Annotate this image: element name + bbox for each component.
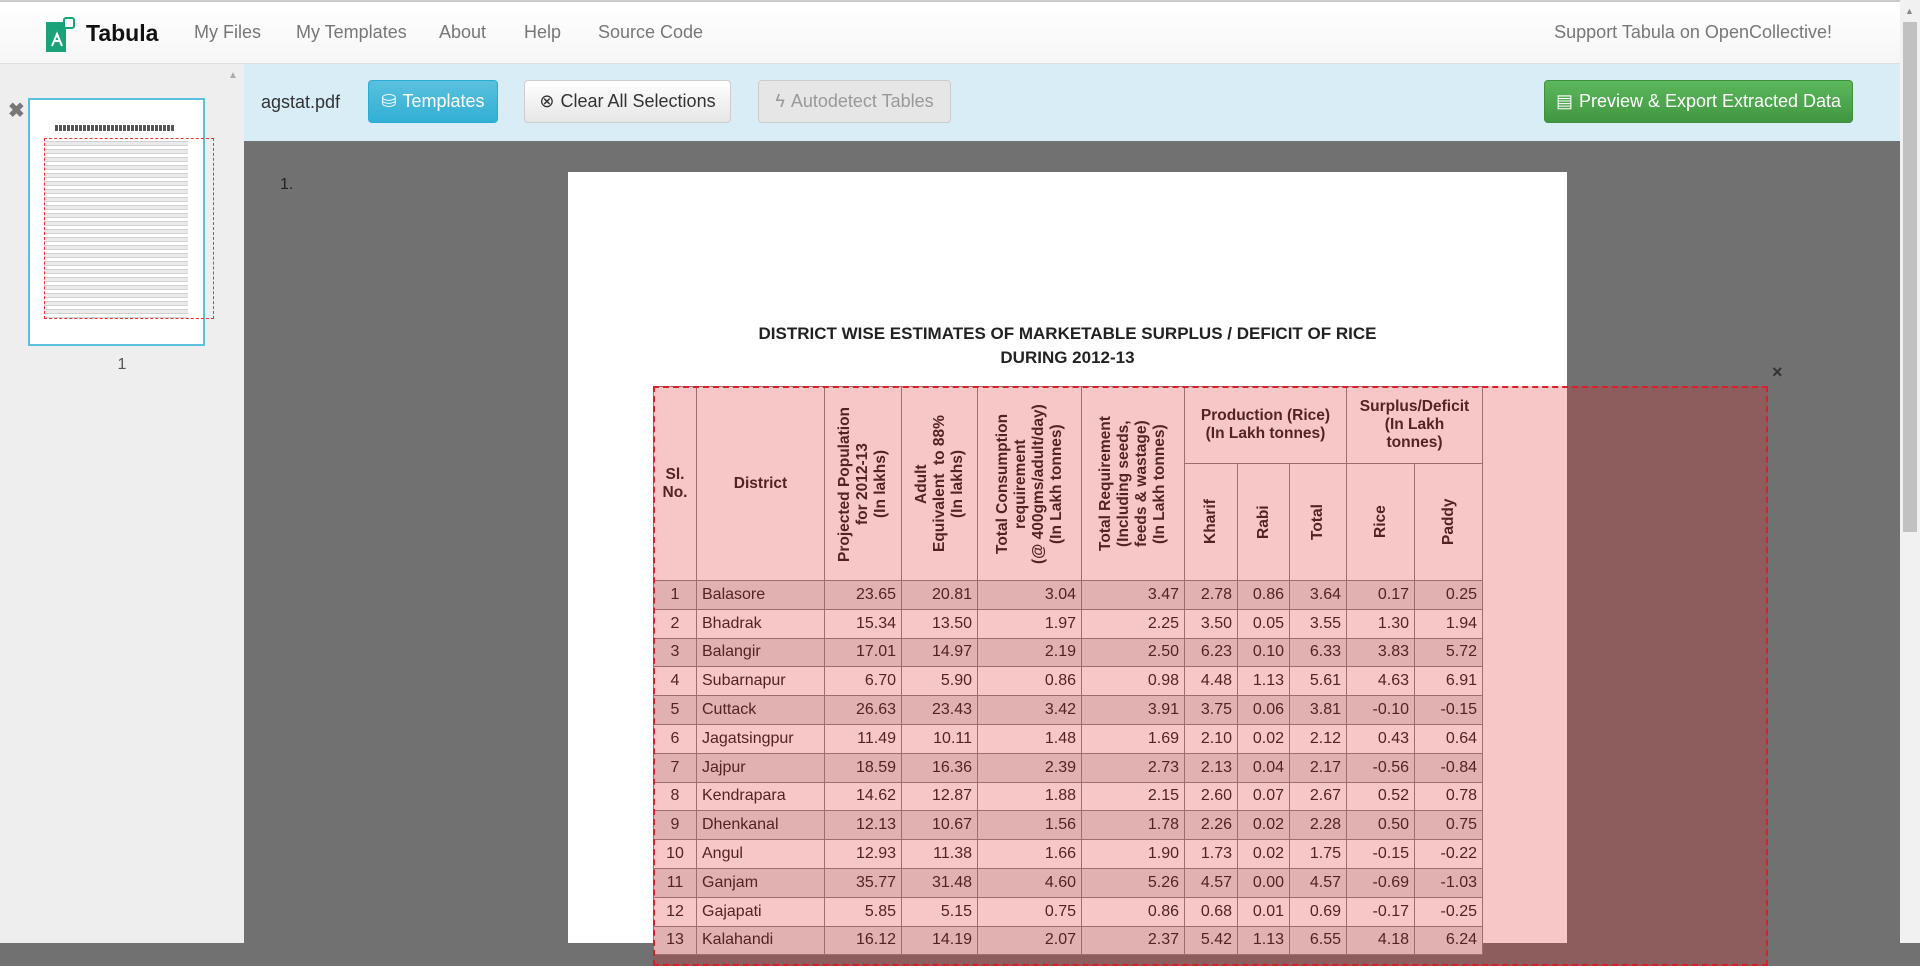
table-cell: 12.13: [825, 811, 902, 840]
table-cell: 6.55: [1290, 926, 1347, 955]
table-cell: 18.59: [825, 753, 902, 782]
list-icon: ▤: [1555, 91, 1573, 111]
table-cell: 0.17: [1347, 581, 1415, 610]
table-cell: 17.01: [825, 638, 902, 667]
table-cell: 1.13: [1238, 926, 1290, 955]
header-paddy: Paddy: [1415, 464, 1483, 581]
header-surplus: Surplus/Deficit (In Lakh tonnes): [1347, 387, 1483, 464]
table-cell: 0.50: [1347, 811, 1415, 840]
table-cell: Bhadrak: [697, 609, 825, 638]
table-cell: 4.57: [1185, 868, 1238, 897]
table-cell: Kendrapara: [697, 782, 825, 811]
templates-label: Templates: [402, 91, 485, 111]
table-cell: 13: [654, 926, 697, 955]
table-cell: 23.43: [902, 696, 978, 725]
table-cell: 0.69: [1290, 897, 1347, 926]
table-cell: 7: [654, 753, 697, 782]
table-cell: 2.07: [978, 926, 1082, 955]
table-cell: 5.15: [902, 897, 978, 926]
title-line-2: DURING 2012-13: [1000, 348, 1135, 367]
table-cell: 0.75: [1415, 811, 1483, 840]
table-cell: 0.02: [1238, 811, 1290, 840]
table-cell: 2.28: [1290, 811, 1347, 840]
sidebar: [0, 64, 244, 943]
table-cell: Gajapati: [697, 897, 825, 926]
lightning-icon: ϟ: [775, 91, 785, 111]
table-cell: 2.15: [1082, 782, 1185, 811]
tabula-logo-icon[interactable]: [46, 16, 76, 52]
table-cell: 6.23: [1185, 638, 1238, 667]
table-cell: 2.13: [1185, 753, 1238, 782]
scrollbar-thumb[interactable]: [1903, 22, 1917, 532]
table-cell: 14.19: [902, 926, 978, 955]
nav-my-files[interactable]: My Files: [194, 22, 261, 42]
table-cell: 2.39: [978, 753, 1082, 782]
table-cell: 20.81: [902, 581, 978, 610]
table-cell: 23.65: [825, 581, 902, 610]
table-cell: 1.73: [1185, 840, 1238, 869]
table-cell: 1.88: [978, 782, 1082, 811]
header-production: Production (Rice) (In Lakh tonnes): [1185, 387, 1347, 464]
table-cell: 3.42: [978, 696, 1082, 725]
table-cell: 11: [654, 868, 697, 897]
table-cell: 4.48: [1185, 667, 1238, 696]
table-cell: 2.60: [1185, 782, 1238, 811]
table-cell: 9: [654, 811, 697, 840]
table-cell: 5.42: [1185, 926, 1238, 955]
table-cell: 0.25: [1415, 581, 1483, 610]
page-thumbnail[interactable]: [28, 98, 205, 346]
table-cell: 12.87: [902, 782, 978, 811]
preview-label: Preview & Export Extracted Data: [1578, 91, 1842, 111]
table-cell: 0.64: [1415, 724, 1483, 753]
document-title: [568, 322, 1567, 370]
table-cell: 6.70: [825, 667, 902, 696]
table-cell: 1.97: [978, 609, 1082, 638]
table-cell: 5.85: [825, 897, 902, 926]
page-label: 1.: [280, 176, 294, 193]
table-cell: 3.55: [1290, 609, 1347, 638]
clear-selections-button[interactable]: [524, 80, 731, 123]
table-cell: Jagatsingpur: [697, 724, 825, 753]
support-link[interactable]: Support Tabula on OpenCollective!: [1554, 22, 1832, 42]
table-cell: 3.91: [1082, 696, 1185, 725]
table-cell: 0.68: [1185, 897, 1238, 926]
table-cell: -0.25: [1415, 897, 1483, 926]
table-cell: 6.91: [1415, 667, 1483, 696]
table-cell: 4.18: [1347, 926, 1415, 955]
header-population: Projected Population for 2012-13 (In lakhs): [825, 387, 902, 581]
table-cell: 6.24: [1415, 926, 1483, 955]
table-cell: 10: [654, 840, 697, 869]
table-cell: 0.06: [1238, 696, 1290, 725]
templates-button[interactable]: [368, 80, 498, 123]
template-icon: ⛁: [381, 91, 397, 111]
table-cell: 15.34: [825, 609, 902, 638]
table-cell: -0.22: [1415, 840, 1483, 869]
table-cell: 0.43: [1347, 724, 1415, 753]
table-cell: -0.17: [1347, 897, 1415, 926]
table-cell: -0.15: [1347, 840, 1415, 869]
table-cell: 11.49: [825, 724, 902, 753]
table-cell: 5.72: [1415, 638, 1483, 667]
table-cell: 3.04: [978, 581, 1082, 610]
table-cell: 12: [654, 897, 697, 926]
table-cell: 1.56: [978, 811, 1082, 840]
table-cell: 6.33: [1290, 638, 1347, 667]
table-cell: 0.02: [1238, 724, 1290, 753]
table-cell: 1: [654, 581, 697, 610]
table-cell: Kalahandi: [697, 926, 825, 955]
table-cell: -1.03: [1415, 868, 1483, 897]
table-cell: 35.77: [825, 868, 902, 897]
table-cell: 0.98: [1082, 667, 1185, 696]
table-cell: 3: [654, 638, 697, 667]
table-cell: 1.90: [1082, 840, 1185, 869]
table-cell: Jajpur: [697, 753, 825, 782]
table-cell: 0.02: [1238, 840, 1290, 869]
table-cell: Ganjam: [697, 868, 825, 897]
table-cell: 14.97: [902, 638, 978, 667]
table-cell: 2.25: [1082, 609, 1185, 638]
table-cell: 1.94: [1415, 609, 1483, 638]
table-cell: 5.26: [1082, 868, 1185, 897]
table-cell: 3.81: [1290, 696, 1347, 725]
table-cell: 0.10: [1238, 638, 1290, 667]
table-cell: 2.50: [1082, 638, 1185, 667]
header-district: District: [697, 387, 825, 581]
table-cell: Dhenkanal: [697, 811, 825, 840]
table-cell: Balangir: [697, 638, 825, 667]
table-cell: 8: [654, 782, 697, 811]
nav-source-code[interactable]: Source Code: [598, 22, 704, 42]
thumbnail-title: [55, 125, 175, 131]
page-scrollbar[interactable]: [1900, 0, 1920, 943]
table-selection[interactable]: [653, 386, 1768, 966]
table-cell: 4.57: [1290, 868, 1347, 897]
table-cell: 2.78: [1185, 581, 1238, 610]
navbar: [0, 0, 1900, 64]
remove-circle-icon: ⊗: [539, 91, 555, 111]
table-cell: 2.19: [978, 638, 1082, 667]
table-cell: 31.48: [902, 868, 978, 897]
autodetect-tables-button[interactable]: [758, 80, 951, 123]
table-cell: 4: [654, 667, 697, 696]
table-cell: 0.78: [1415, 782, 1483, 811]
table-cell: 1.66: [978, 840, 1082, 869]
table-cell: 1.69: [1082, 724, 1185, 753]
preview-export-button[interactable]: [1544, 80, 1853, 123]
nav-my-templates[interactable]: My Templates: [296, 22, 407, 42]
table-cell: 26.63: [825, 696, 902, 725]
table-cell: 1.30: [1347, 609, 1415, 638]
table-cell: 14.62: [825, 782, 902, 811]
table-cell: 0.86: [1082, 897, 1185, 926]
table-cell: 0.52: [1347, 782, 1415, 811]
header-requirement: Total Requirement (Including seeds, feeds & wastage) (In Lakh tonnes): [1082, 387, 1185, 581]
table-cell: 13.50: [902, 609, 978, 638]
header-rabi: Rabi: [1238, 464, 1290, 581]
table-cell: Balasore: [697, 581, 825, 610]
table-cell: 2.26: [1185, 811, 1238, 840]
table-cell: -0.15: [1415, 696, 1483, 725]
table-cell: 0.00: [1238, 868, 1290, 897]
table-cell: 1.13: [1238, 667, 1290, 696]
table-cell: 0.04: [1238, 753, 1290, 782]
brand[interactable]: Tabula: [86, 20, 159, 46]
table-cell: -0.10: [1347, 696, 1415, 725]
table-cell: 1.78: [1082, 811, 1185, 840]
header-consumption: Total Consumption requirement (@ 400gms/adult/day) (In Lakh tonnes): [978, 387, 1082, 581]
table-cell: 4.60: [978, 868, 1082, 897]
table-cell: -0.69: [1347, 868, 1415, 897]
table-cell: 2.67: [1290, 782, 1347, 811]
table-cell: 1.48: [978, 724, 1082, 753]
scroll-up-icon[interactable]: ▲: [228, 70, 238, 81]
nav-help[interactable]: Help: [524, 22, 562, 42]
table-cell: 2.10: [1185, 724, 1238, 753]
close-icon[interactable]: ✖: [8, 100, 25, 122]
table-cell: 2.37: [1082, 926, 1185, 955]
table-cell: 0.86: [978, 667, 1082, 696]
table-cell: 3.50: [1185, 609, 1238, 638]
clear-label: Clear All Selections: [560, 91, 716, 111]
table-cell: 3.83: [1347, 638, 1415, 667]
header-slno: Sl. No.: [654, 387, 697, 581]
table-cell: 2.17: [1290, 753, 1347, 782]
thumbnail-page-number: 1: [117, 356, 127, 373]
autodetect-label: Autodetect Tables: [790, 91, 934, 111]
table-cell: -0.84: [1415, 753, 1483, 782]
toolbar: [244, 64, 1900, 141]
table-cell: 3.75: [1185, 696, 1238, 725]
table-cell: 5: [654, 696, 697, 725]
table-cell: 2.73: [1082, 753, 1185, 782]
table-cell: 11.38: [902, 840, 978, 869]
table-cell: 0.05: [1238, 609, 1290, 638]
table-cell: 2: [654, 609, 697, 638]
table-cell: 0.07: [1238, 782, 1290, 811]
table-cell: 5.90: [902, 667, 978, 696]
thumbnail-selection: [44, 138, 214, 319]
table-cell: 16.12: [825, 926, 902, 955]
filename: agstat.pdf: [261, 92, 341, 112]
header-rice: Rice: [1347, 464, 1415, 581]
scroll-up-icon[interactable]: ▲: [1905, 6, 1914, 16]
table-cell: 1.75: [1290, 840, 1347, 869]
table-cell: 0.86: [1238, 581, 1290, 610]
table-cell: 6: [654, 724, 697, 753]
table-cell: Angul: [697, 840, 825, 869]
title-line-1: DISTRICT WISE ESTIMATES OF MARKETABLE SURPLUS / DEFICIT OF RICE: [758, 324, 1377, 343]
table-cell: 0.75: [978, 897, 1082, 926]
table-cell: -0.56: [1347, 753, 1415, 782]
table-cell: 16.36: [902, 753, 978, 782]
table-cell: 5.61: [1290, 667, 1347, 696]
table-cell: 10.67: [902, 811, 978, 840]
table-cell: Subarnapur: [697, 667, 825, 696]
table-cell: 3.47: [1082, 581, 1185, 610]
header-total: Total: [1290, 464, 1347, 581]
table-cell: 12.93: [825, 840, 902, 869]
table-cell: Cuttack: [697, 696, 825, 725]
remove-selection-icon[interactable]: ×: [1772, 362, 1783, 382]
table-cell: 2.12: [1290, 724, 1347, 753]
header-adult: Adult Equivalent to 88% (In lakhs): [902, 387, 978, 581]
table-cell: 4.63: [1347, 667, 1415, 696]
table-cell: 3.64: [1290, 581, 1347, 610]
table-cell: 10.11: [902, 724, 978, 753]
nav-about[interactable]: About: [439, 22, 487, 42]
header-kharif: Kharif: [1185, 464, 1238, 581]
table-cell: 0.01: [1238, 897, 1290, 926]
